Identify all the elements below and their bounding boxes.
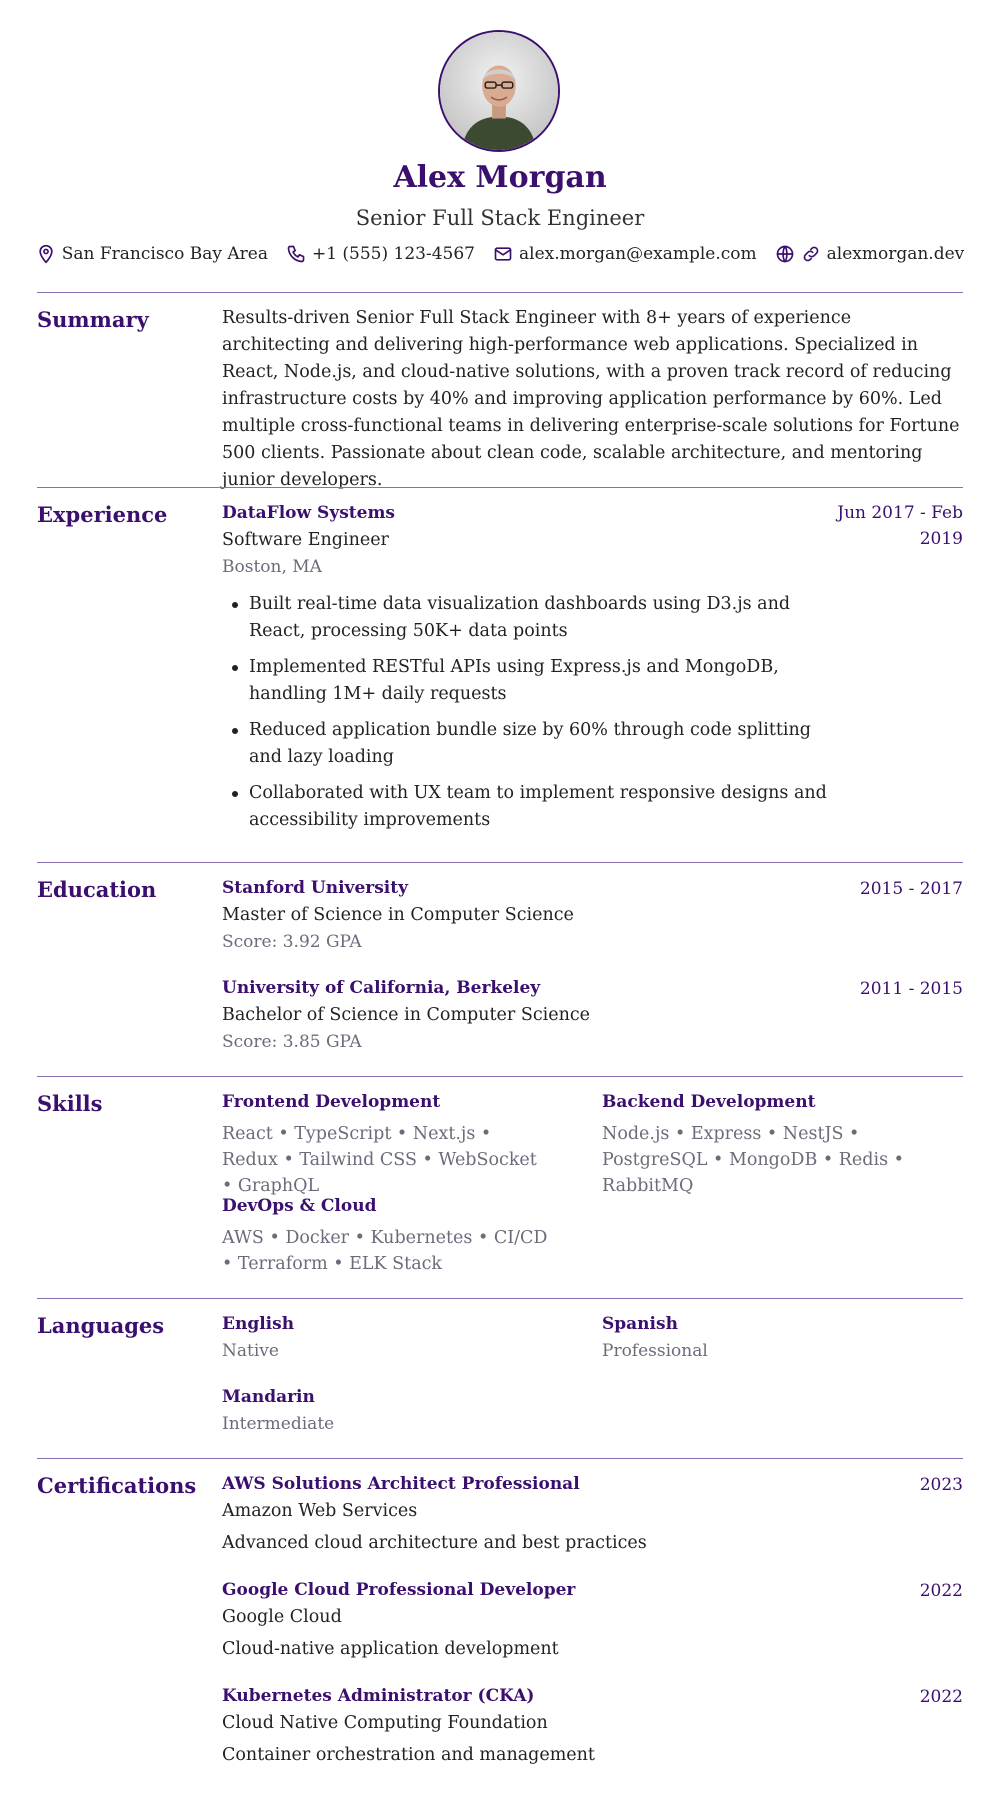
divider <box>37 862 963 863</box>
language-name: Spanish <box>602 1314 678 1334</box>
job-dates: Jun 2017 - Feb 2019 <box>837 503 963 549</box>
globe-icon <box>775 244 795 264</box>
job-title: Senior Full Stack Engineer <box>355 206 645 230</box>
language-name: Mandarin <box>222 1387 315 1407</box>
contact-email[interactable] <box>493 244 757 264</box>
contact-bar <box>0 244 1000 264</box>
skill-group-items: Node.js • Express • NestJS • PostgreSQL • MongoDB • Redis • RabbitMQ <box>602 1124 904 1196</box>
certification-year: 2022 <box>919 1687 963 1707</box>
phone-icon <box>286 244 306 264</box>
gpa-score: Score: 3.85 GPA <box>222 1032 362 1052</box>
school-name: Stanford University <box>222 878 408 898</box>
certification-year: 2023 <box>919 1475 963 1495</box>
skill-group-title: Backend Development <box>602 1092 816 1112</box>
company-name: DataFlow Systems <box>222 503 395 523</box>
skill-group-title: Frontend Development <box>222 1092 441 1112</box>
certification-description: Container orchestration and management <box>222 1745 595 1765</box>
language-level: Native <box>222 1341 279 1361</box>
school-name: University of California, Berkeley <box>222 978 541 998</box>
certification-name: AWS Solutions Architect Professional <box>222 1474 580 1494</box>
avatar <box>438 30 560 152</box>
certification-description: Cloud-native application development <box>222 1639 559 1659</box>
avatar-photo <box>440 32 558 150</box>
section-title-certifications: Certifications <box>37 1473 197 1498</box>
phone-text[interactable]: +1 (555) 123-4567 <box>311 244 475 264</box>
mail-icon <box>493 244 513 264</box>
contact-phone[interactable] <box>286 244 475 264</box>
certification-name: Google Cloud Professional Developer <box>222 1580 576 1600</box>
section-title-skills: Skills <box>37 1091 103 1116</box>
language-level: Intermediate <box>222 1414 335 1434</box>
contact-location <box>36 244 268 264</box>
job-role: Software Engineer <box>222 530 389 550</box>
link-icon <box>801 244 821 264</box>
list-item: Implemented RESTful APIs using Express.js and MongoDB, handling 1M+ daily requests <box>222 654 842 708</box>
skill-group-items: AWS • Docker • Kubernetes • CI/CD • Terraform • ELK Stack <box>222 1228 548 1274</box>
skill-group-title: DevOps & Cloud <box>222 1196 377 1216</box>
section-title-summary: Summary <box>37 307 149 332</box>
divider <box>37 1298 963 1299</box>
education-dates: 2011 - 2015 <box>859 979 963 999</box>
certification-issuer: Cloud Native Computing Foundation <box>222 1713 548 1733</box>
certification-issuer: Amazon Web Services <box>222 1501 418 1521</box>
list-item: Reduced application bundle size by 60% through code splitting and lazy loading <box>222 717 842 771</box>
section-title-experience: Experience <box>37 502 168 527</box>
divider <box>37 292 963 293</box>
divider <box>37 1458 963 1459</box>
section-title-education: Education <box>37 877 157 902</box>
contact-website[interactable] <box>775 244 965 264</box>
location-text: San Francisco Bay Area <box>61 244 268 264</box>
job-bullets <box>222 591 842 843</box>
certification-name: Kubernetes Administrator (CKA) <box>222 1686 535 1706</box>
skill-group-items: React • TypeScript • Next.js • Redux • Tailwind CSS • WebSocket • GraphQL <box>222 1124 537 1196</box>
education-dates: 2015 - 2017 <box>859 879 963 899</box>
language-level: Professional <box>602 1341 708 1361</box>
candidate-name: Alex Morgan <box>393 160 607 195</box>
email-link[interactable]: alex.morgan@example.com <box>519 244 757 264</box>
website-link[interactable]: alexmorgan.dev <box>826 244 965 264</box>
list-item: Collaborated with UX team to implement responsive designs and accessibility improvements <box>222 780 842 834</box>
summary-text: Results-driven Senior Full Stack Engineer with 8+ years of experience architecting and delivering high-performance web applications. Specialized in React, Node.js, and cloud-native solutions, with a proven track record of reducing infrastructure costs by 40% and improving application performance by 60%. Led multiple cross-functional teams in delivering enterprise-scale solutions for Fortune 500 clients. Passionate about clean code, scalable architecture, and mentoring junior developers. <box>222 308 960 490</box>
list-item: Built real-time data visualization dashboards using D3.js and React, processing 50K+ data points <box>222 591 842 645</box>
job-location: Boston, MA <box>222 557 322 577</box>
certification-description: Advanced cloud architecture and best practices <box>222 1533 647 1553</box>
section-title-languages: Languages <box>37 1313 165 1338</box>
certification-year: 2022 <box>919 1581 963 1601</box>
degree: Master of Science in Computer Science <box>222 905 574 925</box>
degree: Bachelor of Science in Computer Science <box>222 1005 591 1025</box>
gpa-score: Score: 3.92 GPA <box>222 932 362 952</box>
map-pin-icon <box>36 244 56 264</box>
divider <box>37 1076 963 1077</box>
language-name: English <box>222 1314 295 1334</box>
certification-issuer: Google Cloud <box>222 1607 342 1627</box>
divider <box>37 487 963 488</box>
